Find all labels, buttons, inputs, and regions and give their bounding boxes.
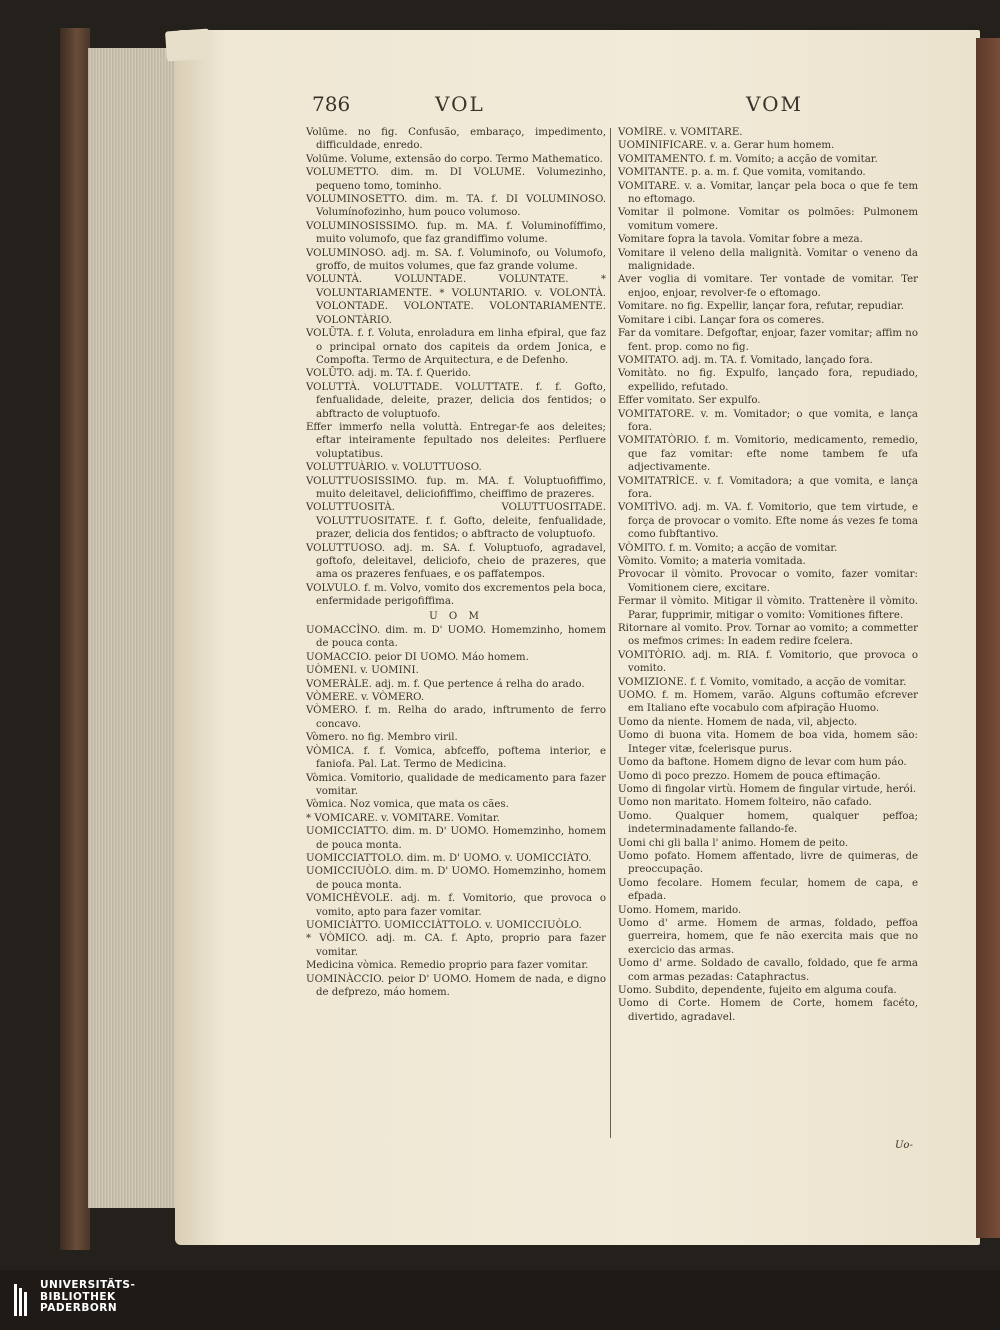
dictionary-entry: Uomo. Qualquer homem, qualquer peffoa; indeterminadamente fallando-fe. bbox=[618, 810, 918, 836]
dictionary-entry: * VÒMICO. adj. m. CA. f. Apto, proprio para fazer vomitar. bbox=[306, 933, 606, 958]
dictionary-entry: VOMITÒRIO. adj. m. RIA. f. Vomitorio, que provoca o vomito. bbox=[618, 649, 918, 675]
dictionary-entry: VOLVULO. f. m. Volvo, vomito dos excrementos pela boca, enfermidade perigofiffima. bbox=[306, 582, 606, 608]
right-column bbox=[618, 126, 918, 1156]
dictionary-entry: VOLUMINOSETTO. dim. m. TA. f. DI VOLUMINOSO. Volumínofozinho, hum pouco volumoso. bbox=[306, 194, 606, 219]
library-name-line-2: BIBLIOTHEK bbox=[40, 1290, 116, 1303]
book-spine-left bbox=[60, 28, 90, 1250]
dictionary-entry: VÒMICA. f. f. Vomica, abfceffo, poftema interior, e faniofa. Pal. Lat. Termo de Medicina. bbox=[306, 745, 606, 771]
dictionary-entry: Uomo di buona vita. Homem de boa vida, homem são: Integer vitæ, fcelerisque purus. bbox=[618, 730, 918, 755]
dictionary-entry: VOLŪTA. f. f. Voluta, enroladura em linha efpiral, que faz o principal ornato dos capiteis da ordem Jonica, e Compofta. Termo de Arquitectura, e de Defenho. bbox=[306, 328, 606, 366]
dictionary-entry: Uomo da baftone. Homem digno de levar com hum páo. bbox=[618, 757, 907, 769]
dictionary-entry: Uomo fecolare. Homem fecular, homem de capa, e efpada. bbox=[618, 877, 918, 903]
dictionary-entry: Vòmica. Vomitorio, qualidade de medicamento para fazer vomitar. bbox=[306, 772, 606, 797]
dictionary-entry: VOLUTTUOSISSIMO. fup. m. MA. f. Voluptuofiffimo, muito deleitavel, deliciofiffimo, cheiffimo de prazeres. bbox=[306, 475, 606, 500]
dictionary-entry: Uomo di fingolar virtù. Homem de fingular virtude, herói. bbox=[618, 783, 917, 795]
footer-bar bbox=[0, 1270, 1000, 1330]
dictionary-entry: VOLUMETTO. dim. m. DI VOLUME. Volumezinho, pequeno tomo, tominho. bbox=[306, 167, 606, 192]
dictionary-entry: Uomo di poco prezzo. Homem de pouca eftimação. bbox=[618, 770, 881, 782]
dictionary-entry: UÒMENI. v. UOMINI. bbox=[306, 665, 419, 677]
dictionary-entry: UOMACCÌNO. dim. m. D' UOMO. Homemzinho, homem de pouca conta. bbox=[306, 625, 606, 650]
dictionary-entry: UOMO. f. m. Homem, varão. Alguns coftumão efcrever em Italiano efte vocabulo com afpiração Huomo. bbox=[618, 690, 918, 715]
section-heading: U O M bbox=[429, 610, 483, 622]
dictionary-entry: Uomo non maritato. Homem folteiro, não cafado. bbox=[618, 797, 872, 809]
catchword: Uo- bbox=[895, 1140, 913, 1151]
dictionary-entry: Vomitare. no fig. Expellir, lançar fora, refutar, repudiar. bbox=[618, 301, 905, 313]
dictionary-entry: VOMITANTE. p. a. m. f. Que vomita, vomitando. bbox=[618, 167, 866, 179]
library-name bbox=[40, 1280, 135, 1315]
dictionary-entry: Effer vomitato. Ser expulfo. bbox=[618, 395, 761, 407]
dictionary-entry: VOMÌRE. v. VOMITARE. bbox=[618, 127, 743, 138]
dictionary-entry: Uomo d' arme. Soldado de cavallo, foldado, que fe arma com armas pezadas: Cataphractus. bbox=[618, 958, 918, 983]
library-name-line-3: PADERBORN bbox=[40, 1302, 118, 1314]
dictionary-entry: UOMINÀCCIO. peior D' UOMO. Homem de nada, e digno de defprezo, máo homem. bbox=[306, 973, 606, 998]
library-logo-icon bbox=[14, 1284, 30, 1316]
dictionary-entry: VOLUNTÀ. VOLUNTADE. VOLUNTATE. * VOLUNTARIAMENTE. * VOLUNTARIO. v. VOLONTÀ. VOLONTADE. VOLONTATE. VOLONTARIAMENTE. VOLONTÀRIO. bbox=[306, 274, 606, 326]
dictionary-entry: Vomitàto. no fig. Expulfo, lançado fora, repudiado, expellido, refutado. bbox=[618, 368, 918, 393]
dictionary-entry: VOMITATO. adj. m. TA. f. Vomitado, lançado fora. bbox=[618, 354, 873, 366]
dictionary-entry: Far da vomitare. Defgoftar, enjoar, fazer vomitar; affim no fent. prop. como no fig. bbox=[618, 328, 918, 353]
dictionary-entry: UOMINIFICARE. v. a. Gerar hum homem. bbox=[618, 140, 835, 152]
dictionary-entry: Vomitare il veleno della malignità. Vomitar o veneno da malignidade. bbox=[618, 247, 918, 273]
dictionary-entry: VOLUMINOSISSIMO. fup. m. MA. f. Voluminofíffimo, muito volumofo, que faz grandiffimo volume. bbox=[306, 220, 606, 246]
dictionary-entry: UOMACCIO. peior DI UOMO. Máo homem. bbox=[306, 651, 529, 663]
dictionary-entry: VOLŪTO. adj. m. TA. f. Querido. bbox=[306, 368, 472, 380]
dictionary-entry: VOMITÌVO. adj. m. VA. f. Vomitorio, que tem virtude, e força de provocar o vomito. Efte nome ás vezes fe toma como fubftantivo. bbox=[618, 502, 918, 541]
dictionary-entry: VÒMITO. f. m. Vomito; a acção de vomitar. bbox=[618, 542, 838, 554]
dictionary-entry: Vomitare i cibi. Lançar fora os comeres. bbox=[618, 314, 825, 326]
dictionary-entry: Effer immerfo nella voluttà. Entregar-fe aos deleites; eftar inteiramente fepultado nos deleites: Perfluere voluptatibus. bbox=[306, 421, 606, 460]
dictionary-entry: VOMIZIONE. f. f. Vomito, vomitado, a acção de vomitar. bbox=[618, 676, 907, 688]
dictionary-entry: Fermar il vòmito. Mitigar il vòmito. Trattenère il vòmito. Parar, fupprimir, mitigar o vomito: Vomitiones fiftere. bbox=[618, 596, 918, 621]
column-divider bbox=[610, 128, 611, 1138]
dictionary-entry: Vomitar il polmone. Vomitar os polmões: Pulmonem vomitum vomere. bbox=[618, 207, 918, 232]
dictionary-entry: VÒMERE. v. VÒMERO. bbox=[306, 692, 425, 704]
dictionary-entry: * VOMICARE. v. VOMITARE. Vomitar. bbox=[306, 812, 500, 824]
dictionary-entry: VOMITATRÌCE. v. f. Vomitadora; a que vomita, e lança fora. bbox=[618, 475, 918, 500]
dictionary-entry: VOLUTTUOSITÀ. VOLUTTUOSITADE. VOLUTTUOSITATE. f. f. Gofto, deleite, fenfualidade, prazer, delicia dos fentidos; o abftracto de voluptuofo. bbox=[306, 502, 606, 541]
book-cover-right bbox=[976, 38, 1000, 1238]
dictionary-entry: VOMITATORE. v. m. Vomitador; o que vomita, e lança fora. bbox=[618, 408, 918, 433]
dictionary-entry: VOLUTTUOSO. adj. m. SA. f. Voluptuofo, agradavel, goftofo, deleitavel, deliciofo, cheio de prazeres, que ama os prazeres fenfuaes, e os paffatempos. bbox=[306, 542, 606, 581]
running-header bbox=[300, 92, 960, 120]
dictionary-entry: Medicina vòmica. Remedio proprio para fazer vomitar. bbox=[306, 960, 589, 972]
dictionary-entry: VOMITAMENTO. f. m. Vomito; a acção de vomitar. bbox=[618, 153, 878, 165]
dictionary-entry: Vòmito. Vomito; a materia vomitada. bbox=[618, 556, 806, 567]
dictionary-entry: Provocar il vòmito. Provocar o vomito, fazer vomitar: Vomitionem ciere, excitare. bbox=[618, 569, 918, 594]
dictionary-entry: Vomitare fopra la tavola. Vomitar fobre a meza. bbox=[618, 234, 863, 246]
dictionary-entry: UOMICIÀTTO. UOMICCIÀTTOLO. v. UOMICCIUÒLO. bbox=[306, 919, 582, 931]
page-tab-marker bbox=[165, 29, 211, 62]
dictionary-entry: Uomo. Subdito, dependente, fujeito em alguma coufa. bbox=[618, 985, 897, 996]
dictionary-entry: UOMICCIATTO. dim. m. D' UOMO. Homemzinho, homem de pouca monta. bbox=[306, 826, 606, 851]
dictionary-entry: Vòmero. no fig. Membro viril. bbox=[306, 732, 458, 744]
dictionary-entry: Uomo. Homem, marido. bbox=[618, 904, 742, 916]
dictionary-entry: VOMITARE. v. a. Vomitar, lançar pela boca o que fe tem no eftomago. bbox=[618, 180, 918, 206]
dictionary-entry: Uomo di Corte. Homem de Corte, homem facéto, divertido, agradavel. bbox=[618, 998, 918, 1023]
dictionary-entry: Volūme. Volume, extensão do corpo. Termo Mathematico. bbox=[306, 153, 603, 165]
dictionary-entry: Uomo da niente. Homem de nada, vil, abjecto. bbox=[618, 716, 858, 728]
library-name-line-1: UNIVERSITÄTS- bbox=[40, 1279, 136, 1291]
dictionary-entry: VOMERÀLE. adj. m. f. Que pertence á relha do arado. bbox=[306, 678, 585, 690]
page-number: 786 bbox=[312, 92, 351, 116]
dictionary-entry: Ritornare al vomito. Prov. Tornar ao vomito; a commetter os mefmos crimes: In eadem redire fcelera. bbox=[618, 623, 918, 648]
right-running-head: VOM bbox=[746, 92, 803, 116]
dictionary-entry: Uomo pofato. Homem affentado, livre de quimeras, de preoccupação. bbox=[618, 850, 918, 876]
dictionary-entry: VÒMERO. f. m. Relha do arado, inftrumento de ferro concavo. bbox=[306, 705, 606, 730]
left-column bbox=[306, 126, 606, 1156]
dictionary-entry: Vòmica. Noz vomica, que mata os cães. bbox=[306, 799, 509, 811]
dictionary-entry: VOMICHÈVOLE. adj. m. f. Vomitorio, que provoca o vomito, apto para fazer vomitar. bbox=[306, 893, 606, 918]
dictionary-entry: VOMITATÒRIO. f. m. Vomitorio, medicamento, remedio, que faz vomitar: efte nome tambem fe ufa adjectivamente. bbox=[618, 435, 918, 474]
dictionary-entry: Uomi chi gli balla l' animo. Homem de peito. bbox=[618, 837, 849, 849]
dictionary-entry: UOMICCIUÒLO. dim. m. D' UOMO. Homemzinho, homem de pouca monta. bbox=[306, 866, 606, 891]
dictionary-entry: VOLUTTÀ. VOLUTTADE. VOLUTTATE. f. f. Gofto, fenfualidade, deleite, prazer, delicia dos fentidos; o abftracto de voluptuofo. bbox=[306, 381, 606, 420]
dictionary-entry: VOLUMINOSO. adj. m. SA. f. Voluminofo, ou Volumofo, groffo, de muitos volumes, que faz grande volume. bbox=[306, 247, 606, 273]
dictionary-entry: Uomo d' arme. Homem de armas, foldado, peffoa guerreira, homem, que fe não exercita mais que no exercicio das armas. bbox=[618, 917, 918, 956]
dictionary-entry: VOLUTTUÀRIO. v. VOLUTTUOSO. bbox=[306, 462, 482, 474]
dictionary-entry: UOMICCIATTOLO. dim. m. D' UOMO. v. UOMICCIÀTO. bbox=[306, 852, 592, 864]
dictionary-entry: Aver voglia di vomitare. Ter vontade de vomitar. Ter enjoo, enjoar, revolver-fe o eftomago. bbox=[618, 274, 918, 299]
dictionary-entry: Volūme. no fig. Confusão, embaraço, impedimento, difficuldade, enredo. bbox=[306, 127, 606, 152]
left-running-head: VOL bbox=[435, 92, 485, 116]
page-edges bbox=[88, 48, 188, 1208]
